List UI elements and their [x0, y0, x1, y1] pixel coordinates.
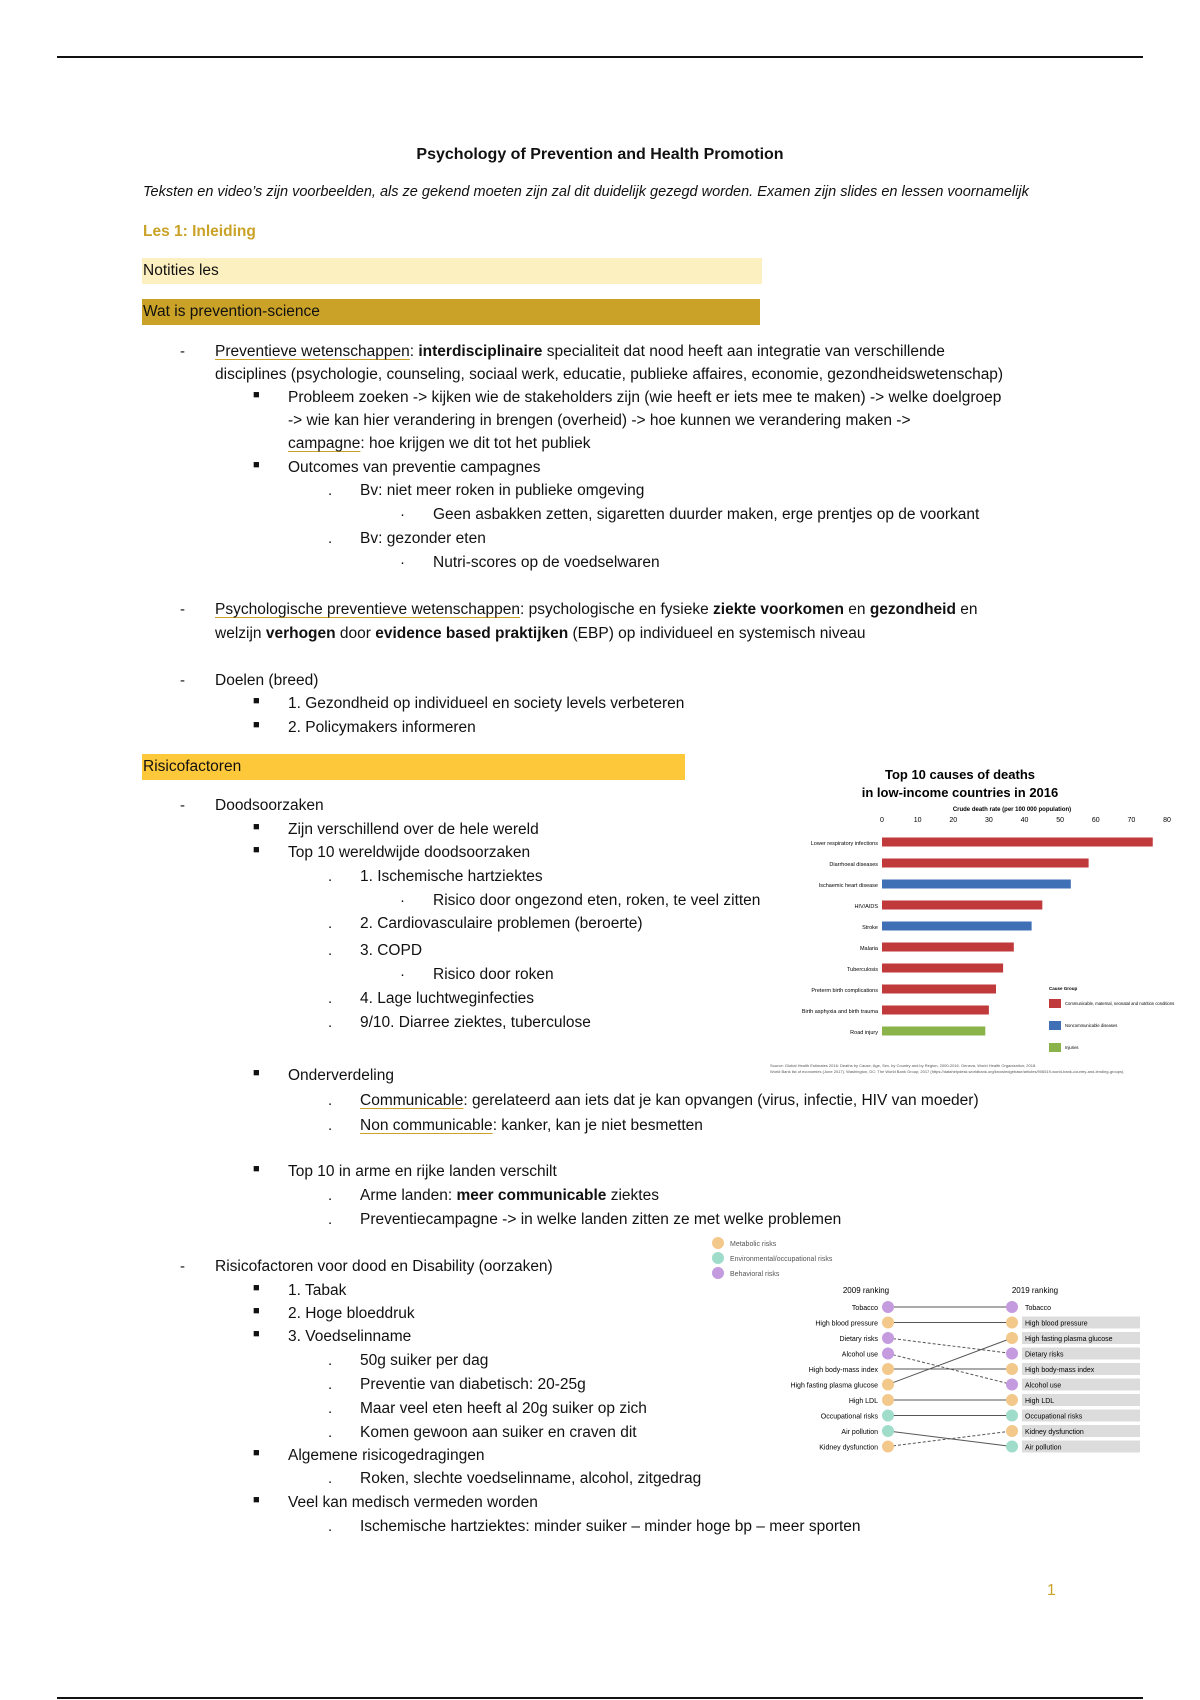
slope-right-label: Tobacco [1025, 1305, 1052, 1312]
page-title: Psychology of Prevention and Health Promotion [416, 146, 784, 163]
b2-s1-d: Geen asbakken zetten, sigaretten duurder maken, erge prentjes op de voorkant [433, 506, 980, 523]
slope-legend-label: Environmental/occupational risks [730, 1256, 833, 1263]
b1-line1: Probleem zoeken -> kijken wie de stakeholders zijn (wie heeft er iets mee te maken) -> welke doelgroep [288, 389, 1002, 406]
bar-category-label: Tuberculosis [847, 967, 878, 973]
bar [882, 859, 1089, 868]
bar-chart-source2: World Bank list of economies (June 2017). Washington, DC: The World Bank Group; 2017 (https://datahelpdesk.worldbank.org/knowledgebase/articles/906519-world-bank-country-and-lending-groups). [770, 1069, 1125, 1074]
dot-bullet: . [328, 1187, 333, 1204]
square-bullet: ■ [253, 459, 260, 471]
square-bullet: ■ [253, 719, 260, 731]
legend-swatch [1049, 1021, 1061, 1030]
legend-title: Cause Group [1049, 986, 1078, 991]
dash-bullet: - [180, 797, 185, 814]
notities-heading: Notities les [143, 262, 219, 279]
slope-right-dot [1006, 1317, 1018, 1329]
bar-category-label: Ischaemic heart disease [818, 883, 878, 889]
dot-bullet: . [328, 1352, 333, 1369]
bar [882, 985, 996, 994]
slope-right-label: Kidney dysfunction [1025, 1429, 1084, 1436]
block1-line2: disciplines (psychologie, counseling, sociaal werk, educatie, publieke affaires, economie, gezondheidswetenschap) [215, 366, 1004, 383]
block2-line1: Psychologische preventieve wetenschappen: psychologische en fysieke ziekte voorkomen en gezondheid en [215, 601, 978, 618]
slope-right-dot [1006, 1425, 1018, 1437]
lesson-heading: Les 1: Inleiding [143, 223, 256, 240]
risico-i5: Veel kan medisch vermeden worden [288, 1494, 538, 1511]
b2-item: Outcomes van preventie campagnes [288, 459, 541, 476]
bar [882, 1006, 989, 1015]
dot-bullet: . [328, 1518, 333, 1535]
ond2: Non communicable: kanker, kan je niet besmetten [360, 1117, 703, 1134]
square-bullet: ■ [253, 821, 260, 833]
dot-bullet: . [328, 1400, 333, 1417]
slope-left-dot [882, 1410, 894, 1422]
x-tick-label: 60 [1091, 817, 1100, 824]
square-bullet: ■ [253, 1305, 260, 1317]
risico-i3b: Preventie van diabetisch: 20-25g [360, 1376, 586, 1393]
slope-left-dot [882, 1425, 894, 1437]
slope-left-label: Dietary risks [839, 1336, 878, 1343]
bar [882, 943, 1014, 952]
slope-right-dot [1006, 1379, 1018, 1391]
square-bullet: ■ [253, 1328, 260, 1340]
middot-bullet: · [400, 966, 405, 983]
dot-bullet: . [328, 1424, 333, 1441]
bar [882, 922, 1032, 931]
dot-bullet: . [328, 942, 333, 959]
bar-category-label: HIV/AIDS [854, 904, 878, 910]
risico-i5a: Ischemische hartziektes: minder suiker – minder hoge bp – meer sporten [360, 1518, 861, 1535]
x-tick-label: 40 [1020, 817, 1029, 824]
bar [882, 838, 1153, 847]
dood-s2: 2. Cardiovasculaire problemen (beroerte) [360, 915, 643, 932]
slope-left-dot [882, 1348, 894, 1360]
dood-s3-d: Risico door roken [433, 966, 554, 983]
b2-s2-d: Nutri-scores op de voedselwaren [433, 554, 660, 571]
bar-category-label: Birth asphyxia and birth trauma [801, 1009, 878, 1015]
legend-swatch [1049, 1043, 1061, 1052]
slope-right-dot [1006, 1394, 1018, 1406]
risico-i3a: 50g suiker per dag [360, 1352, 489, 1369]
slope-left-label: Air pollution [841, 1429, 878, 1436]
legend-label: Noncommunicable diseases [1065, 1023, 1118, 1028]
legend-label: Communicable, maternal, neonatal and nutrition conditions [1065, 1001, 1175, 1006]
slope-right-dot [1006, 1363, 1018, 1375]
dash-bullet: - [180, 672, 185, 689]
bar-chart-title: Top 10 causes of deaths [884, 767, 1036, 782]
slope-right-dot [1006, 1332, 1018, 1344]
dot-bullet: . [328, 1470, 333, 1487]
b2-s1: Bv: niet meer roken in publieke omgeving [360, 482, 645, 499]
prevention-heading: Wat is prevention-science [143, 303, 320, 320]
slope-right-label: Occupational risks [1025, 1413, 1083, 1421]
x-tick-label: 80 [1163, 817, 1171, 824]
bar-chart-source: Source: Global Health Estimates 2016: Deaths by Cause, Age, Sex, by Country and by Region, 2000-2016. Geneva, World Health Organization; 2018. [770, 1063, 1037, 1068]
slope-left-dot [882, 1301, 894, 1313]
slope-right-label: High LDL [1025, 1398, 1055, 1405]
block2-line2: welzijn verhogen door evidence based praktijken (EBP) op individueel en systemisch niveau [215, 625, 866, 642]
top10-2: Preventiecampagne -> in welke landen zitten ze met welke problemen [360, 1211, 842, 1228]
slope-right-label: Alcohol use [1025, 1382, 1062, 1390]
dood-i2: Top 10 wereldwijde doodsoorzaken [288, 844, 531, 861]
slope-left-dot [882, 1441, 894, 1453]
slope-left-dot [882, 1332, 894, 1344]
slope-right-dot [1006, 1410, 1018, 1422]
dot-bullet: . [328, 482, 333, 499]
bar [882, 1027, 985, 1036]
risico-heading: Risicofactoren [143, 758, 242, 775]
doelen-2: 2. Policymakers informeren [288, 719, 476, 736]
slope-legend-dot [712, 1237, 724, 1249]
risico-i3c: Maar veel eten heeft al 20g suiker op zich [360, 1400, 647, 1417]
middot-bullet: · [400, 892, 405, 909]
square-bullet: ■ [253, 1067, 260, 1079]
dot-bullet: . [328, 1092, 333, 1109]
legend-label: Injuries [1065, 1045, 1079, 1050]
risico-i2: 2. Hoge bloeddruk [288, 1305, 415, 1322]
slope-right-label: High blood pressure [1025, 1320, 1088, 1328]
dot-bullet: . [328, 1376, 333, 1393]
dot-bullet: . [328, 1014, 333, 1031]
x-tick-label: 0 [880, 817, 884, 824]
bar-category-label: Stroke [862, 925, 878, 931]
slope-right-label: High body-mass index [1025, 1367, 1095, 1374]
slope-left-label: Occupational risks [820, 1413, 878, 1421]
dot-bullet: . [328, 915, 333, 932]
doelen-title: Doelen (breed) [215, 672, 319, 689]
dood-s1: 1. Ischemische hartziektes [360, 868, 543, 885]
dash-bullet: - [180, 601, 185, 618]
slope-right-label: Air pollution [1025, 1444, 1062, 1452]
b1-line3: campagne: hoe krijgen we dit tot het publiek [288, 435, 591, 452]
bar-category-label: Malaria [859, 946, 878, 952]
slope-left-header: 2009 ranking [842, 1286, 890, 1295]
square-bullet: ■ [253, 844, 260, 856]
square-bullet: ■ [253, 1282, 260, 1294]
slope-right-label: High fasting plasma glucose [1025, 1336, 1113, 1343]
dood-i1: Zijn verschillend over de hele wereld [288, 821, 539, 838]
risico-title: Risicofactoren voor dood en Disability (oorzaken) [215, 1258, 553, 1275]
slope-left-dot [882, 1363, 894, 1375]
bar-category-label: Road injury [850, 1030, 878, 1036]
doelen-1: 1. Gezondheid op individueel en society levels verbeteren [288, 695, 685, 712]
slope-right-dot [1006, 1441, 1018, 1453]
dood-s3: 3. COPD [360, 942, 423, 959]
slope-line [888, 1338, 1012, 1354]
dot-bullet: . [328, 990, 333, 1007]
slope-legend-label: Metabolic risks [730, 1241, 777, 1248]
dash-bullet: - [180, 1258, 185, 1275]
dood-s5: 9/10. Diarree ziektes, tuberculose [360, 1014, 591, 1031]
x-tick-label: 70 [1127, 817, 1136, 824]
notities-highlight [142, 258, 762, 284]
slope-left-dot [882, 1394, 894, 1406]
top10: Top 10 in arme en rijke landen verschilt [288, 1163, 557, 1180]
slope-legend-dot [712, 1252, 724, 1264]
bottom-rule [57, 1697, 1143, 1699]
top-rule [57, 56, 1143, 58]
square-bullet: ■ [253, 389, 260, 401]
risico-i4a: Roken, slechte voedselinname, alcohol, zitgedrag [360, 1470, 702, 1487]
slope-right-header: 2019 ranking [1011, 1286, 1059, 1295]
bar-category-label: Preterm birth complications [811, 988, 878, 994]
square-bullet: ■ [253, 1494, 260, 1506]
risico-i1: 1. Tabak [288, 1282, 347, 1299]
bar-chart [762, 760, 1182, 1075]
dot-bullet: . [328, 1117, 333, 1134]
block1-line1: Preventieve wetenschappen: interdisciplinaire specialiteit dat nood heeft aan integratie van verschillende [215, 343, 945, 360]
slope-left-label: High blood pressure [815, 1320, 878, 1328]
page-number: 1 [1047, 1582, 1056, 1599]
bar-category-label: Diarrhoeal diseases [829, 862, 878, 868]
top10-1: Arme landen: meer communicable ziektes [360, 1187, 659, 1204]
slope-left-dot [882, 1379, 894, 1391]
square-bullet: ■ [253, 695, 260, 707]
dot-bullet: . [328, 1211, 333, 1228]
slope-left-label: High fasting plasma glucose [790, 1382, 878, 1390]
b2-s2: Bv: gezonder eten [360, 530, 486, 547]
slope-left-label: High body-mass index [808, 1367, 878, 1374]
x-tick-label: 10 [913, 817, 922, 824]
slope-legend-dot [712, 1267, 724, 1279]
slope-right-dot [1006, 1348, 1018, 1360]
slope-left-label: Alcohol use [841, 1351, 878, 1359]
x-tick-label: 20 [949, 817, 958, 824]
bar-chart-subtitle: in low-income countries in 2016 [861, 785, 1059, 800]
slope-right-label: Dietary risks [1025, 1351, 1064, 1359]
square-bullet: ■ [253, 1163, 260, 1175]
slope-legend-label: Behavioral risks [730, 1271, 780, 1278]
slope-left-label: Kidney dysfunction [819, 1444, 878, 1452]
middot-bullet: · [400, 554, 405, 571]
bar-chart-xlabel: Crude death rate (per 100 000 population) [952, 807, 1072, 813]
b1-line2: -> wie kan hier verandering in brengen (overheid) -> hoe kunnen we verandering maken -> [288, 412, 911, 429]
dot-bullet: . [328, 530, 333, 547]
bar [882, 901, 1042, 910]
preventieve-term: Preventieve wetenschappen [215, 343, 410, 360]
slope-chart [700, 1233, 1160, 1473]
bar-category-label: Lower respiratory infections [810, 841, 878, 847]
bar [882, 880, 1071, 889]
slope-right-dot [1006, 1301, 1018, 1313]
risico-i3: 3. Voedselinname [288, 1328, 412, 1345]
middot-bullet: · [400, 506, 405, 523]
onderverdeling: Onderverdeling [288, 1067, 394, 1084]
dood-s4: 4. Lage luchtweginfecties [360, 990, 535, 1007]
x-tick-label: 30 [984, 817, 993, 824]
risico-i3d: Komen gewoon aan suiker en craven dit [360, 1424, 637, 1441]
legend-swatch [1049, 999, 1061, 1008]
slope-line [888, 1338, 1012, 1385]
dood-s1-d: Risico door ongezond eten, roken, te veel zitten [433, 892, 761, 909]
dash-bullet: - [180, 343, 185, 360]
x-tick-label: 50 [1056, 817, 1065, 824]
risico-i4: Algemene risicogedragingen [288, 1447, 485, 1464]
dot-bullet: . [328, 868, 333, 885]
square-bullet: ■ [253, 1447, 260, 1459]
slope-left-label: Tobacco [851, 1305, 878, 1312]
slope-left-label: High LDL [848, 1398, 878, 1405]
ond1: Communicable: gerelateerd aan iets dat je kan opvangen (virus, infectie, HIV van moeder) [360, 1092, 979, 1109]
bar [882, 964, 1003, 973]
doodsoorzaken-title: Doodsoorzaken [215, 797, 324, 814]
slope-left-dot [882, 1317, 894, 1329]
intro-note: Teksten en video’s zijn voorbeelden, als ze gekend moeten zijn zal dit duidelijk gezegd worden. Examen zijn slides en lessen voornamelijk [143, 184, 1029, 200]
